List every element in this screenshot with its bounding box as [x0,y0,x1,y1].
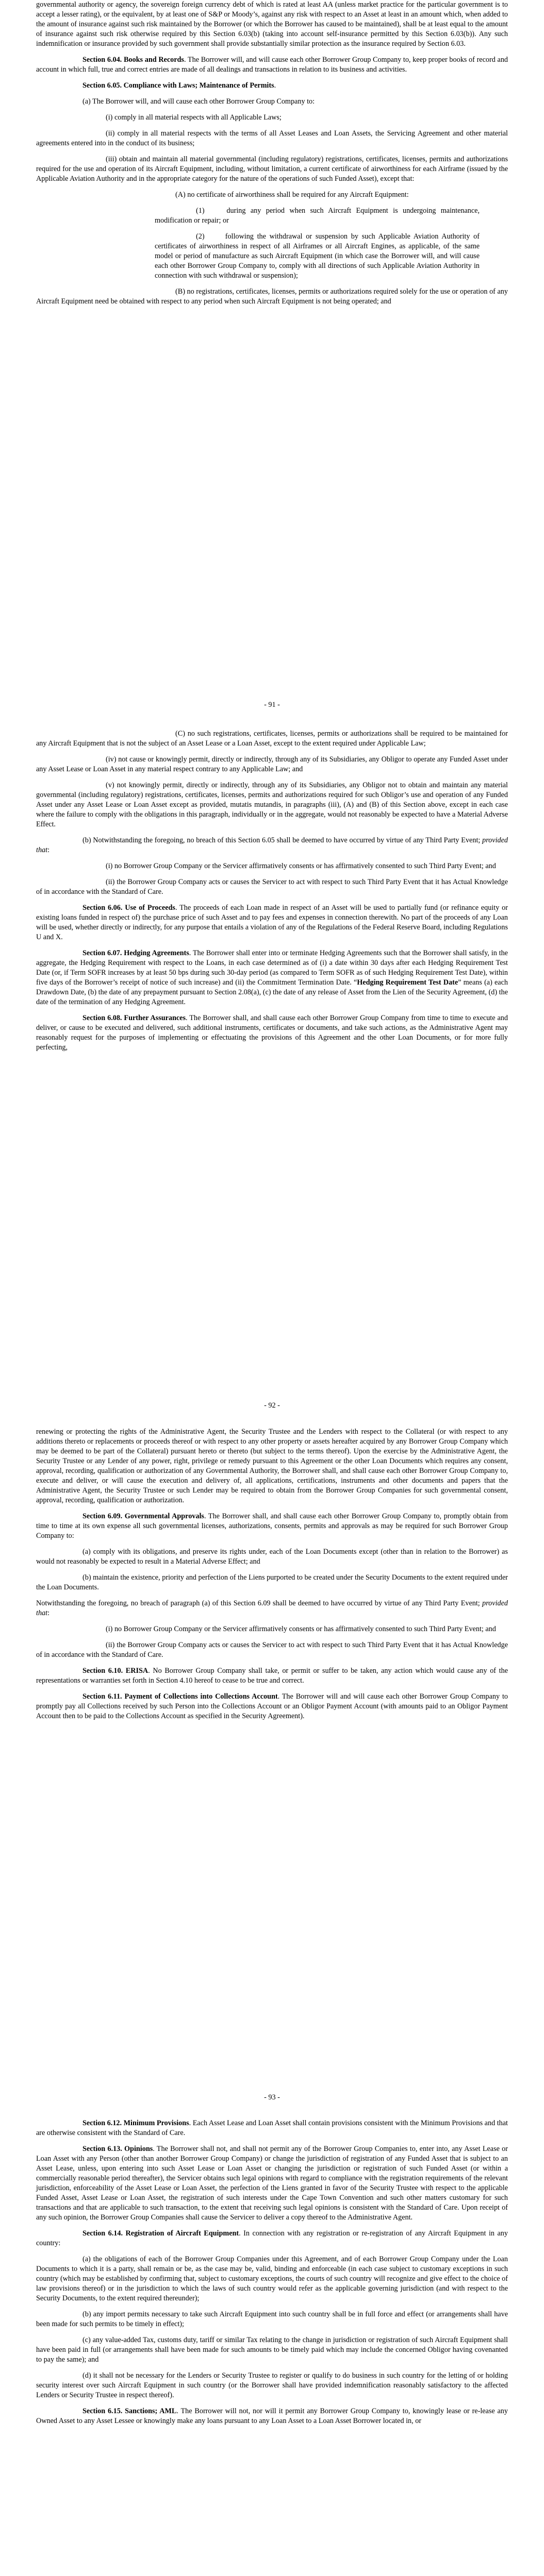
clause-a: (a) comply with its obligations, and preserve its rights under, each of the Loan Documents except (other than in relation to the Borrower) as would not reasonably be expected to result in a Material Adverse Effect; and [36,1548,508,1566]
clause-b: (b) maintain the existence, priority and perfection of the Liens purported to be created under the Security Documents to the extent required under the Loan Documents. [36,1573,508,1591]
section-6-05 [36,81,508,91]
section-6-07 [36,948,508,1007]
section-6-14 [36,2229,508,2248]
section-6-11 [36,1692,508,1721]
section-heading: Section 6.08. Further Assurances [83,1014,186,1022]
defined-term: Hedging Requirement Test Date [357,978,458,987]
section-6-08 [36,1013,508,1053]
clause-iv: (iv) not cause or knowingly permit, directly or indirectly, through any of its Subsidiaries, any Obligor to operate any Funded Asset under any Asset Lease or Loan Asset in any material respect contrary to any Applicable Law; and [36,755,508,773]
section-text: . [274,81,276,90]
clause-C: (C) no such registrations, certificates, licenses, permits or authorizations shall be required to be maintained for any Aircraft Equipment that is not the subject of an Asset Lease or a Loan Asset, except to the extent required under Applicable Law; [36,730,508,748]
section-text: . The Borrower shall, and shall cause each other Borrower Group Company from time to time to execute and deliver, or cause to be executed and delivered, such additional instruments, certificates or documents, and take such actions, as the Administrative Agent may reasonably request for the purposes of implementing or effectuating the provisions of this Agreement and the other Loan Documents, or for more fully perfecting, [36,1014,508,1052]
section-text: . The Borrower shall, and shall cause each other Borrower Group Company to, promptly obtain from time to time at its own expense all such governmental licenses, authorizations, consents, permits and approvals as may be required for such Borrower Group Company to: [36,1512,508,1540]
section-heading: Section 6.11. Payment of Collections into Collections Account [83,1692,278,1701]
section-text: . The Borrower will, and will cause each other Borrower Group Company to, keep proper books of record and account in which full, true and correct entries are made of all dealings and transactions in relation to its business and activities. [36,56,508,74]
section-text: . The Borrower will not, nor will it permit any Borrower Group Company to, knowingly lease or re-lease any Owned Asset to any Asset Lessee or knowingly make any loans pursuant to any Loan Asset to a Loan Asset Borrower located in, or [36,2407,508,2425]
section-6-13 [36,2144,508,2223]
section-text: ” means (a) each Drawdown Date, (b) the date of any prepayment pursuant to Section 2.08(a), (c) the date of any release of Asset from the Lien of the Security Agreement, (d) the date of the termination of any Hedging Agreement. [36,978,508,1006]
clause-i: (i) no Borrower Group Company or the Servicer affirmatively consents or has affirmatively consented to such Third Party Event; and [106,862,496,870]
section-text: . The proceeds of each Loan made in respect of an Asset will be used to partially fund (or refinance equity or existing loans funded in respect of) the purchase price of such Asset and to pay fees and expenses in connection therewith. No part of the proceeds of any Loan will be used, whether directly or indirectly, for any purpose that entails a violation of any of the Regulations of the Federal Reserve Board, including Regulations U and X. [36,904,508,941]
section-text: . Each Asset Lease and Loan Asset shall contain provisions consistent with the Minimum Provisions and that are otherwise consistent with the Standard of Care. [36,2119,508,2137]
section-heading: Section 6.15. Sanctions; AML [83,2407,177,2415]
clause-1 [36,206,508,226]
page-94 [0,2119,544,2432]
section-6-06 [36,903,508,942]
section-6-09 [36,1512,508,1541]
clause-i: (i) comply in all material respects with all Applicable Laws; [106,113,282,122]
page-number: - 93 - [264,2093,280,2102]
clause-number: (1) [196,207,205,215]
clause-ii: (ii) the Borrower Group Company acts or causes the Servicer to act with respect to such Third Party Event that it has Actual Knowledge of in accordance with the Standard of Care. [36,878,508,896]
section-6-10 [36,1666,508,1686]
section-heading: Section 6.10. ERISA [83,1667,149,1675]
paragraph [36,1599,508,1618]
clause-text: following the withdrawal or suspension by such Applicable Aviation Authority of certificates of airworthiness in respect of all Airframes or all Aircraft Engines, as applicable, of the same model or period of manufacture as such Aircraft Equipment (in which case the Borrower will, and will cause each other Borrower Group Company to, comply with all directions of such Applicable Aviation Authority in connection with such withdrawal or suspension); [155,232,480,280]
clause-A: (A) no certificate of airworthiness shall be required for any Aircraft Equipment: [175,191,409,199]
paragraph-text: Notwithstanding the foregoing, no breach of paragraph (a) of this Section 6.09 shall be deemed to have occurred by virtue of any Third Party Event; [36,1599,483,1607]
page-93 [0,1427,544,1727]
section-heading: Section 6.14. Registration of Aircraft Equipment [83,2229,239,2238]
clause-number: (2) [196,232,205,241]
section-heading: Section 6.05. Compliance with Laws; Maintenance of Permits [83,81,274,90]
clause-ii: (ii) comply in all material respects with the terms of all Asset Leases and Loan Assets, the Servicing Agreement and other material agreements entered into in the conduct of its business; [36,129,508,147]
section-heading: Section 6.04. Books and Records [83,56,184,64]
clause-i: (i) no Borrower Group Company or the Servicer affirmatively consents or has affirmatively consented to such Third Party Event; and [106,1625,496,1633]
clause-c: (c) any value-added Tax, customs duty, tariff or similar Tax relating to the change in jurisdiction or registration of such Aircraft Equipment shall have been paid in full (or arrangements shall have been made for such amounts to be timely paid which may include the concerned Obligor having covenanted to pay the same); and [36,2336,508,2364]
clause-b: (b) any import permits necessary to take such Aircraft Equipment into such country shall be in full force and effect (or arrangements shall have been made for such permits to be timely in effect); [36,2310,508,2328]
section-6-04 [36,55,508,75]
clause-2 [36,232,508,281]
clause-ii: (ii) the Borrower Group Company acts or causes the Servicer to act with respect to such Third Party Event that it has Actual Knowledge of in accordance with the Standard of Care. [36,1641,508,1659]
page-91 [0,0,544,313]
section-heading: Section 6.09. Governmental Approvals [83,1512,204,1520]
page-number: - 91 - [264,701,280,709]
proviso: provided that [36,836,508,854]
clause-B: (B) no registrations, certificates, licenses, permits or authorizations required solely for the use or operation of any Aircraft Equipment need be obtained with respect to any period when such Aircraft Equipment is not being operated; and [36,287,508,306]
clause-text: during any period when such Aircraft Equipment is undergoing maintenance, modification or repair; or [155,207,480,225]
clause-a: (a) the obligations of each of the Borrower Group Companies under this Agreement, and of each Borrower Group Company under the Loan Documents to which it is a party, shall remain or be, as the case may be, valid, binding and enforceable (in each case subject to customary exceptions in such country (which may be established by confirming that, subject to customary exceptions, the courts of such country will recognize and give effect to the choice of law provisions thereof) or in the jurisdiction to which the laws of such country would refer as the applicable governing jurisdiction (and with respect to the Security Documents, to the extent required thereunder); [36,2255,508,2302]
section-heading: Section 6.12. Minimum Provisions [83,2119,189,2127]
clause-iii: (iii) obtain and maintain all material governmental (including regulatory) registrations, certificates, licenses, permits and authorizations required for the use and operation of its Aircraft Equipment, including, without limitation, a current certificate of airworthiness for each Airframe (issued by the Applicable Aviation Authority and in the appropriate category for the nature of the operations of such Funded Asset), except that: [36,155,508,183]
section-heading: Section 6.13. Opinions [83,2145,153,2153]
section-6-15 [36,2406,508,2426]
paragraph: renewing or protecting the rights of the Administrative Agent, the Security Trustee and the Lenders with respect to the Collateral (or with respect to any additions thereto or replacements or proceeds thereof or with respect to any other property or assets hereafter acquired by any Borrower Group Company which may be deemed to be part of the Collateral) pursuant hereto or thereto (but subject to the terms thereof). Upon the exercise by the Administrative Agent, the Security Trustee or any Lender of any power, right, privilege or remedy pursuant to this Agreement or the other Loan Documents which requires any consent, approval, recording, qualification or authorization of any Governmental Authority, the Borrower shall, and shall cause each other Borrower Group Company to, execute and deliver, or will cause the execution and delivery of, all applications, certifications, instruments and other documents and papers that the Administrative Agent, the Security Trustee or such Lender may be required to obtain from the Borrower Group Companies for such governmental consent, approval, recording, qualification or authorization. [36,1428,508,1504]
page-92 [0,729,544,1059]
section-text: . In connection with any registration or re-registration of any Aircraft Equipment in any country: [36,2229,508,2247]
clause-b [36,836,508,855]
page-number: - 92 - [264,1401,280,1410]
clause-text: (b) Notwithstanding the foregoing, no breach of this Section 6.05 shall be deemed to have occurred by virtue of any Third Party Event; [83,836,483,844]
section-heading: Section 6.07. Hedging Agreements [83,949,189,957]
colon: : [47,1609,50,1617]
section-heading: Section 6.06. Use of Proceeds [83,904,175,912]
section-text: . The Borrower will and will cause each other Borrower Group Company to promptly pay all Collections received by such Person into the Collections Account or an Obligor Payment Account (with amounts paid to an Obligor Payment Account then to be paid to the Collections Account as specified in the Security Agreement). [36,1692,508,1720]
section-text: . The Borrower shall enter into or terminate Hedging Agreements such that the Borrower shall satisfy, in the aggregate, the Hedging Requirement with respect to the Loans, in each case determined as of (i) a date within 30 days after each Hedging Requirement Test Date (or, if Term SOFR increases by at least 50 bps during such 30-day period (as compared to Term SOFR as of such Hedging Requirement Test Date), within five days of the Borrower’s receipt of notice of such increase) and (ii) the Commitment Termination Date. “ [36,949,508,987]
clause-a: (a) The Borrower will, and will cause each other Borrower Group Company to: [83,97,315,106]
clause-v: (v) not knowingly permit, directly or indirectly, through any of its Subsidiaries, any Obligor not to obtain and maintain any material governmental (including regulatory) registrations, certificates, licenses, permits and authorizations required for such Obligor’s use and operation of any Funded Asset under any Asset Lease or Loan Asset except as provided, mutatis mutandis, in paragraphs (iii), (A) and (B) of this Section above, except in each case where the failure to comply with the obligations in this paragraph, individually or in the aggregate, would not reasonably be expected to have a Material Adverse Effect. [36,781,508,828]
colon: : [47,846,50,854]
paragraph: governmental authority or agency, the sovereign foreign currency debt of which is rated at least AA (unless market practice for the particular government is to accept a lesser rating), or the equivalent, by at least one of S&P or Moody’s, against any risk with respect to an Asset at least in an amount which, when added to the amount of insurance against such risk maintained by the Borrower (or which the Borrower has caused to be maintained), shall be at least equal to the amount of insurance against such risk otherwise required by this Section 6.03(b) (taking into account self-insurance permitted by this Section 6.03(b)). Any such indemnification or insurance provided by such government shall provide substantially similar protection as the insurance required by Section 6.03. [36,1,508,48]
clause-d: (d) it shall not be necessary for the Lenders or Security Trustee to register or qualify to do business in such country for the letting of or holding security interest over such Aircraft Equipment in such country (or the Borrower shall have provided indemnification reasonably satisfactory to the affected Lenders or Security Trustee in respect thereof). [36,2371,508,2399]
section-6-12 [36,2119,508,2138]
section-text: . No Borrower Group Company shall take, or permit or suffer to be taken, any action which would cause any of the representations or warranties set forth in Section 4.10 hereof to cease to be true and correct. [36,1667,508,1685]
proviso: provided that [36,1599,508,1617]
section-text: . The Borrower shall not, and shall not permit any of the Borrower Group Companies to, enter into, any Asset Lease or Loan Asset with any Person (other than another Borrower Group Company) or change the jurisdiction of registration of any Funded Asset that is subject to an Asset Lease, unless, upon entering into such Asset Lease or Loan Asset or changing the jurisdiction or registration of such Funded Asset (or within a commercially reasonable period thereafter), the Servicer obtains such legal opinions with regard to compliance with the registration requirements of the relevant jurisdiction, enforceability of the Asset Lease or Loan Asset, the perfection of the Liens granted in favor of the Security Trustee with respect to the applicable Funded Asset, Asset Lease or Loan Asset, the registration of such interests under the Cape Town Convention and such other matters customary for such transactions and that are applicable to such transaction, to the extent that receiving such legal opinions is consistent with the Standard of Care. Upon receipt of any such opinion, the Borrower Group Companies shall cause the Servicer to deliver a copy thereof to the Administrative Agent. [36,2145,508,2222]
